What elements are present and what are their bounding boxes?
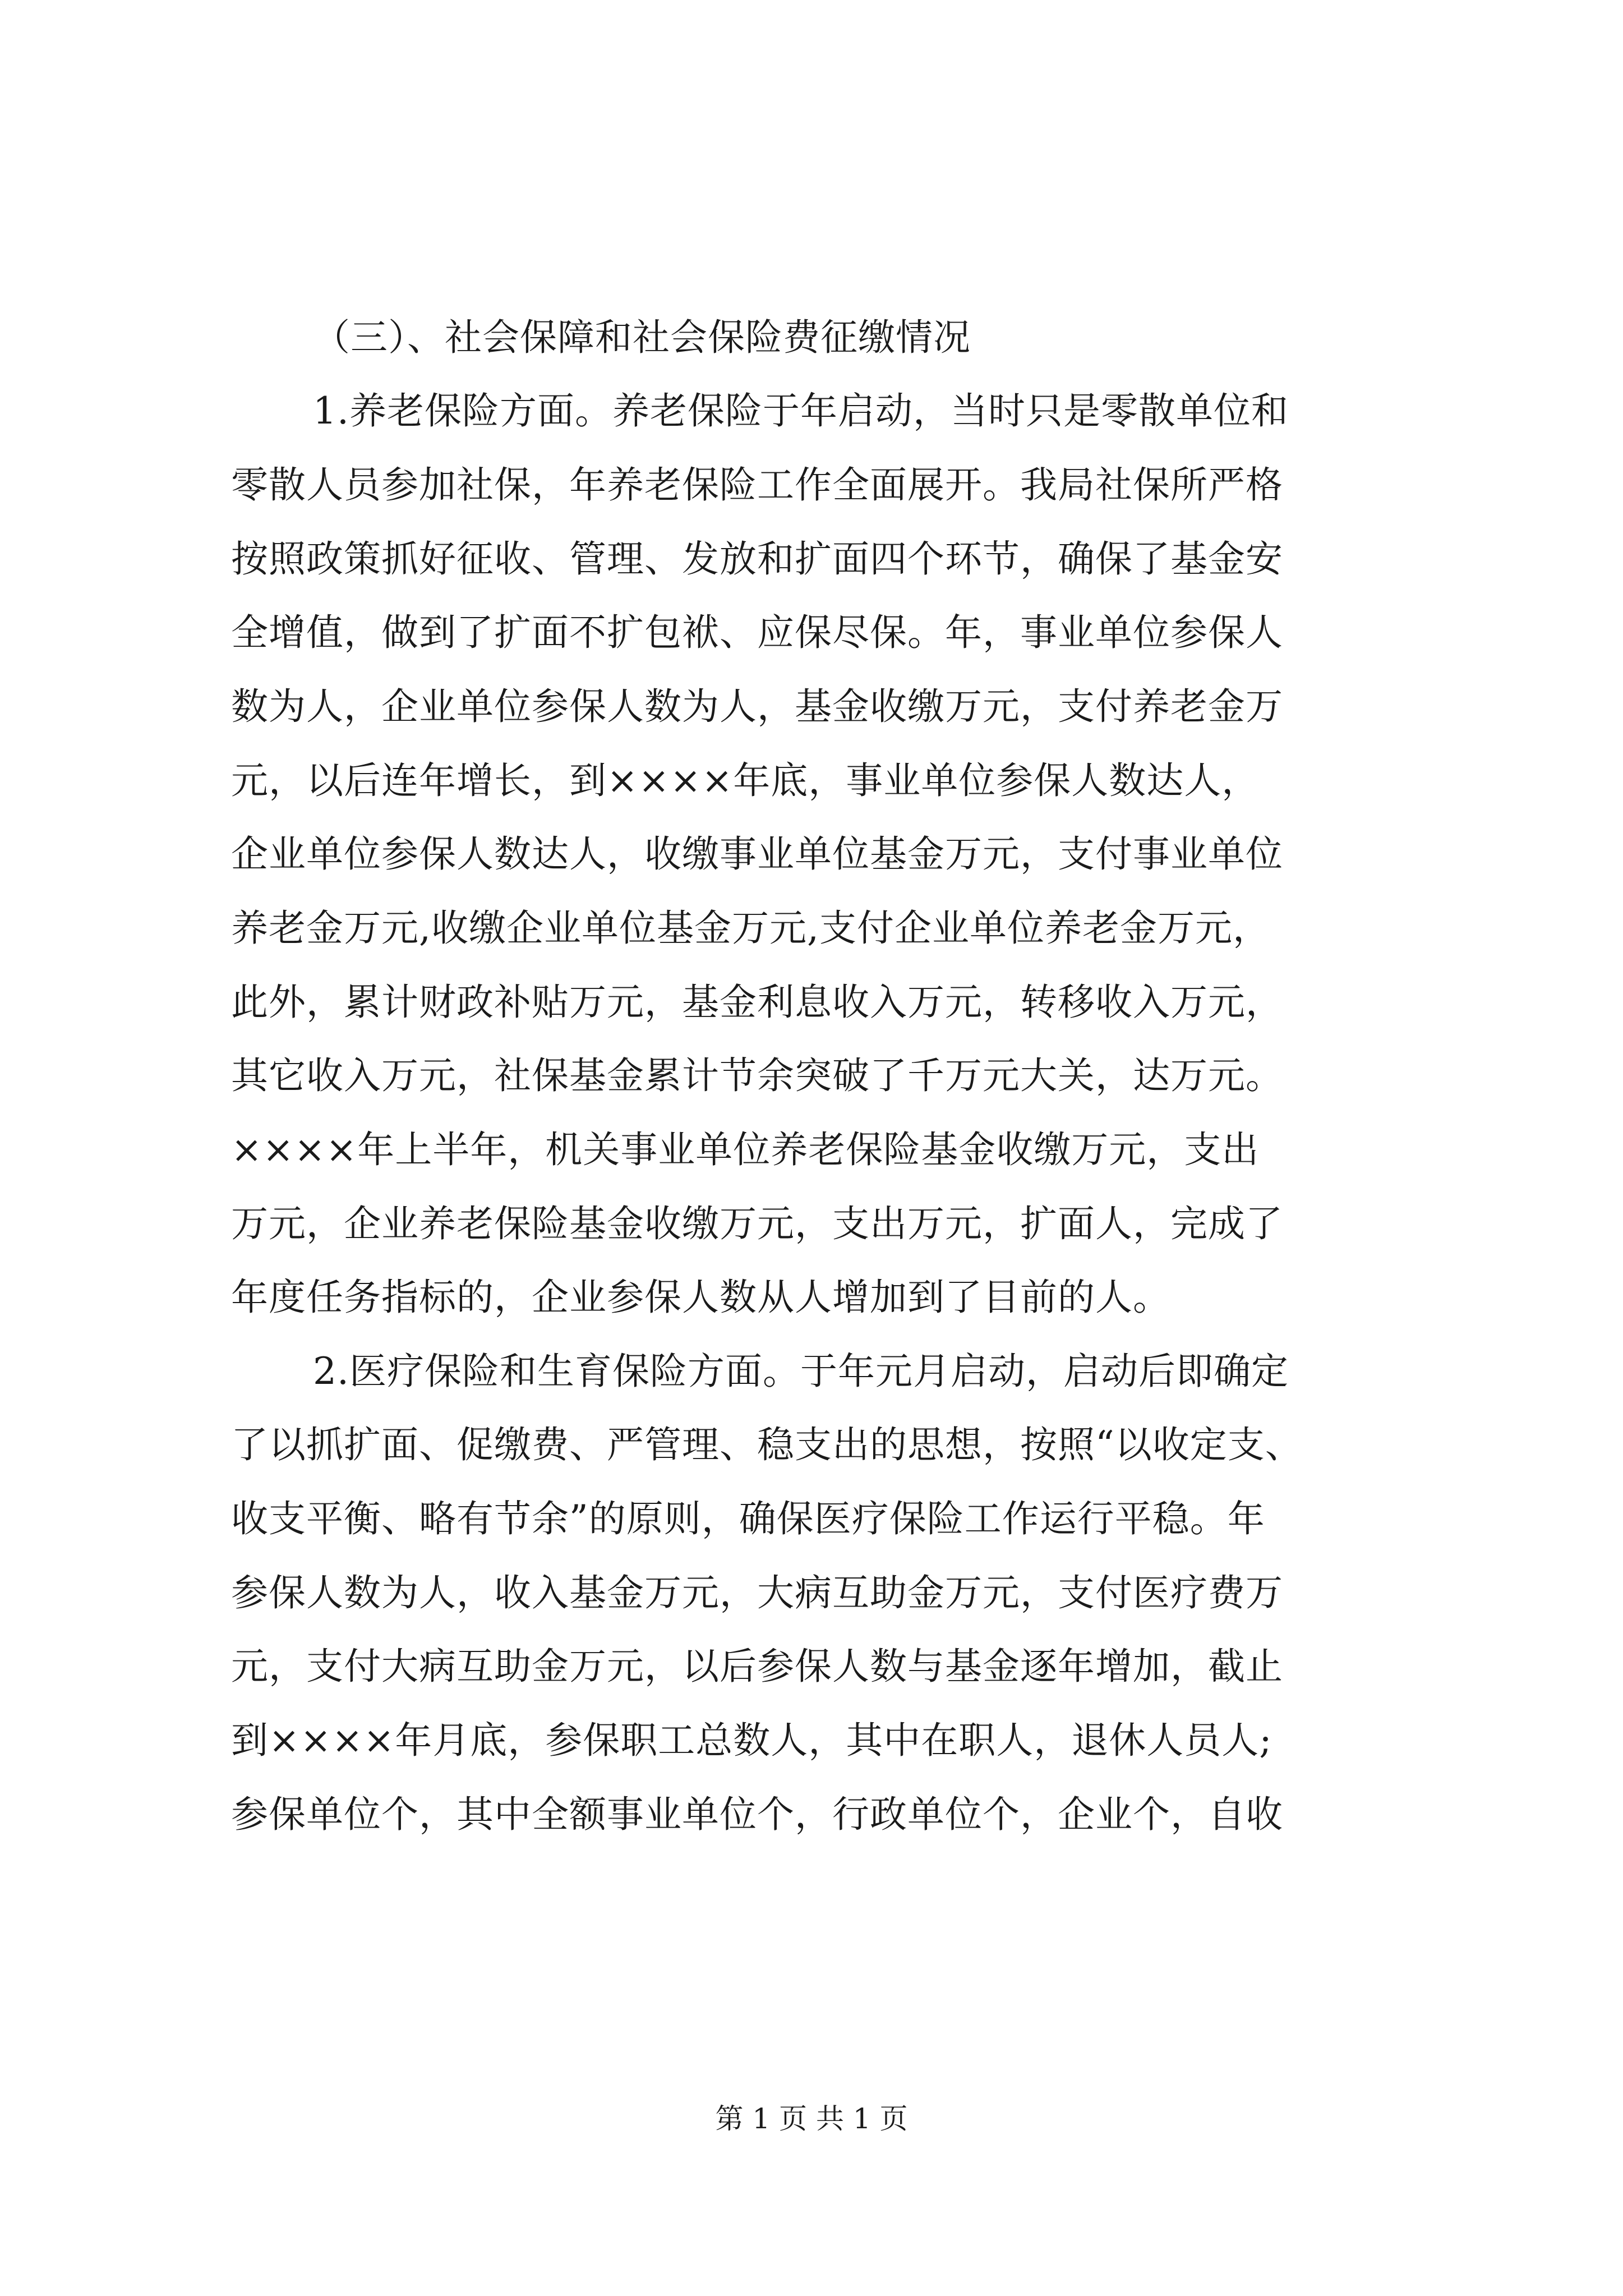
- paragraph-line: ××××年上半年，机关事业单位养老保险基金收缴万元，支出: [231, 1128, 1260, 1171]
- paragraph-line: 万元，企业养老保险基金收缴万元，支出万元，扩面人，完成了: [231, 1202, 1283, 1245]
- paragraph-line: 养老金万元,收缴企业单位基金万元,支付企业单位养老金万元，: [231, 907, 1270, 950]
- paragraph-line: 数为人，企业单位参保人数为人，基金收缴万元，支付养老金万: [231, 685, 1283, 728]
- paragraph-line: 参保人数为人，收入基金万元，大病互助金万元，支付医疗费万: [231, 1571, 1283, 1614]
- page-footer: 第 1 页 共 1 页: [715, 2102, 908, 2135]
- paragraph-line: 参保单位个，其中全额事业单位个，行政单位个，企业个，自收: [231, 1793, 1283, 1836]
- paragraph-line: 到××××年月底，参保职工总数人，其中在职人，退休人员人;: [231, 1719, 1272, 1762]
- paragraph-line: 此外，累计财政补贴万元，基金利息收入万元，转移收入万元，: [231, 981, 1283, 1024]
- paragraph-line: 1.养老保险方面。养老保险于年启动，当时只是零散单位和: [313, 389, 1289, 432]
- paragraph-line: 其它收入万元，社保基金累计节余突破了千万元大关，达万元。: [231, 1054, 1283, 1097]
- paragraph-line: 2.医疗保险和生育保险方面。于年元月启动，启动后即确定: [313, 1350, 1289, 1393]
- paragraph-line: 元，以后连年增长，到××××年底，事业单位参保人数达人，: [231, 759, 1260, 802]
- paragraph-line: 企业单位参保人数达人，收缴事业单位基金万元，支付事业单位: [231, 832, 1283, 876]
- section-heading: （三）、社会保障和社会保险费征缴情况: [313, 316, 971, 359]
- paragraph-line: 元，支付大病互助金万元，以后参保人数与基金逐年增加，截止: [231, 1645, 1283, 1688]
- paragraph-line: 年度任务指标的，企业参保人数从人增加到了目前的人。: [231, 1276, 1170, 1319]
- paragraph-line: 全增值，做到了扩面不扩包袱、应保尽保。年，事业单位参保人: [231, 611, 1283, 654]
- paragraph-line: 零散人员参加社保，年养老保险工作全面展开。我局社保所严格: [231, 463, 1283, 507]
- paragraph-line: 按照政策抓好征收、管理、发放和扩面四个环节，确保了基金安: [231, 537, 1283, 581]
- paragraph-line: 了以抓扩面、促缴费、严管理、稳支出的思想，按照“以收定支、: [231, 1423, 1303, 1466]
- paragraph-line: 收支平衡、略有节余”的原则，确保医疗保险工作运行平稳。年: [231, 1497, 1265, 1540]
